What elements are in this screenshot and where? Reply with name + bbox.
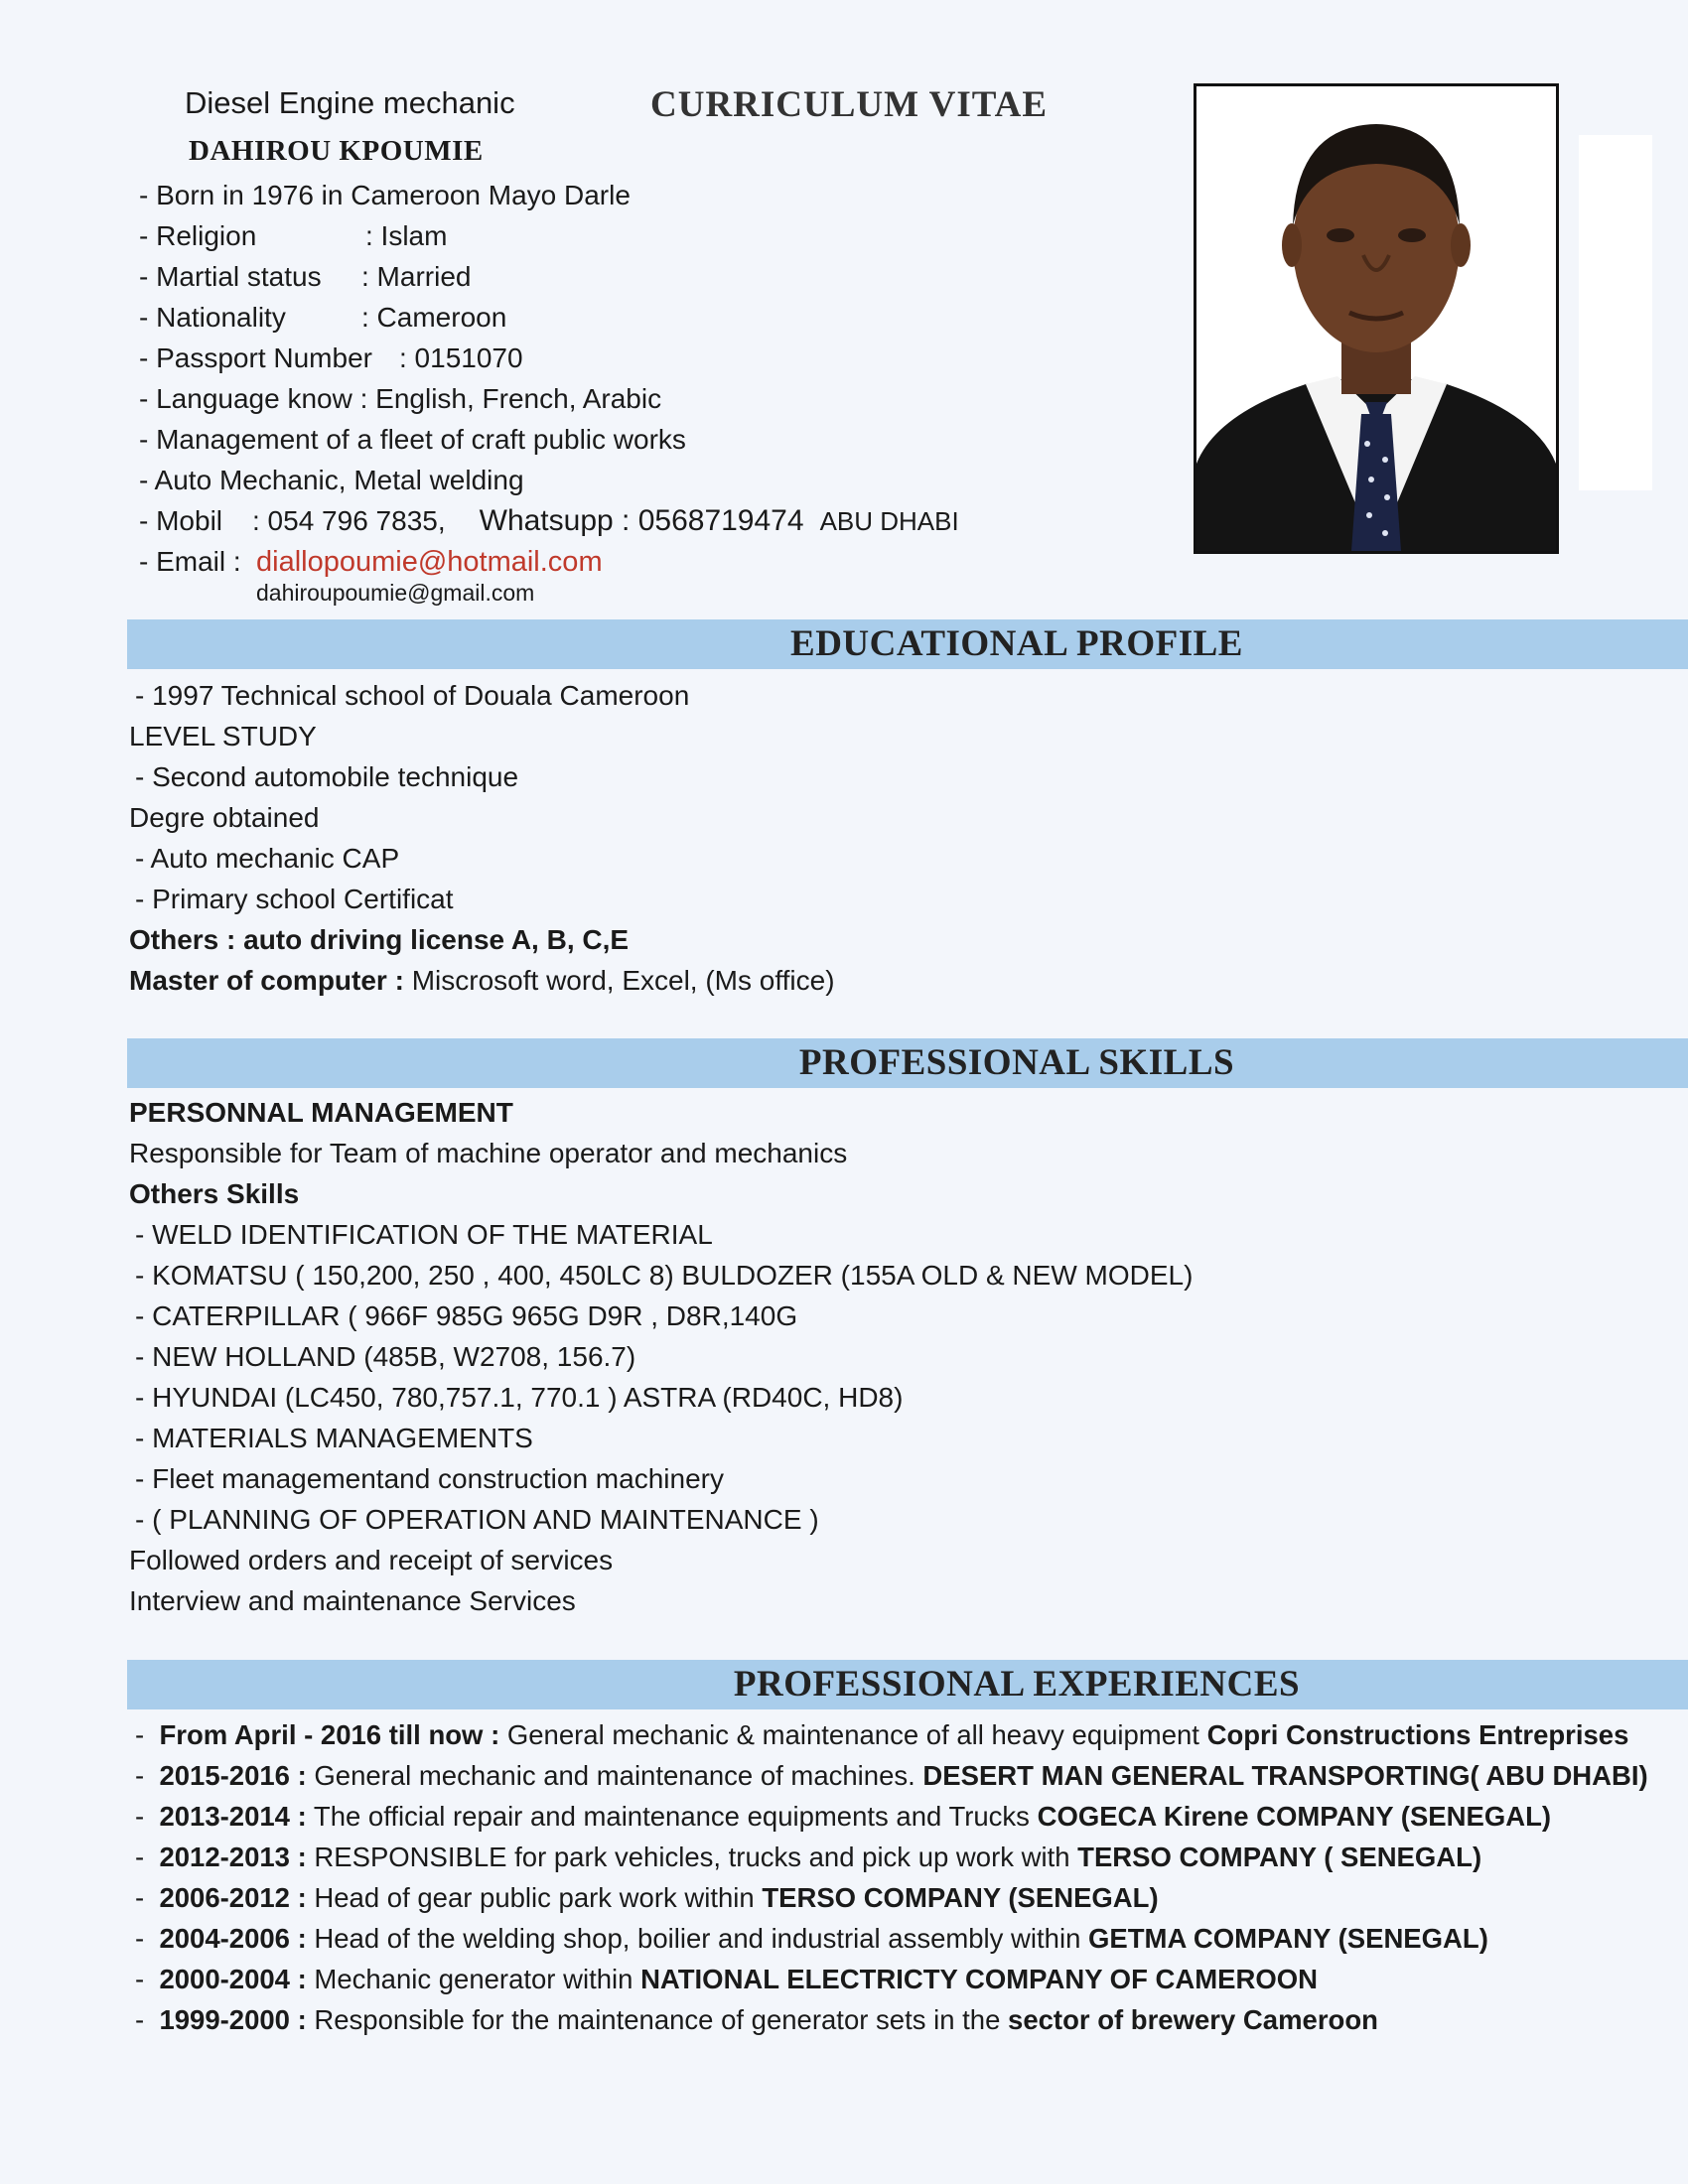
followed-orders: Followed orders and receipt of services <box>129 1545 614 1575</box>
interview-services: Interview and maintenance Services <box>129 1585 576 1616</box>
experience-item: - 2004-2006 : Head of the welding shop, boilier and industrial assembly within GETMA COMPANY (SENEGAL) <box>135 1923 1488 1954</box>
skill-item: - WELD IDENTIFICATION OF THE MATERIAL <box>135 1219 713 1250</box>
email-primary-link[interactable]: diallopoumie@hotmail.com <box>256 546 603 578</box>
responsible-line: Responsible for Team of machine operator and mechanics <box>129 1138 848 1168</box>
languages: - Language know : English, French, Arabic <box>139 383 662 414</box>
experience-org: NATIONAL ELECTRICTY COMPANY OF CAMEROON <box>640 1964 1318 1994</box>
experience-desc: General mechanic and maintenance of machines. <box>306 1760 923 1791</box>
level-heading: LEVEL STUDY <box>129 721 317 751</box>
skill-item: - KOMATSU ( 150,200, 250 , 400, 450LC 8) BULDOZER (155A OLD & NEW MODEL) <box>135 1260 1194 1291</box>
experience-period: 2000-2004 : <box>159 1964 307 1994</box>
experience-item: - 1999-2000 : Responsible for the maintenance of generator sets in the sector of brewery Cameroon <box>135 2004 1378 2035</box>
skills-title: PROFESSIONAL SKILLS <box>798 1042 1235 1083</box>
email-secondary-link[interactable]: dahiroupoumie@gmail.com <box>256 580 535 606</box>
marital-label: - Martial status <box>139 261 322 292</box>
experience-period: 2013-2014 : <box>159 1801 307 1832</box>
education-section <box>129 675 835 1001</box>
degree-cap: - Auto mechanic CAP <box>135 843 400 874</box>
skills-section <box>129 1092 1193 1621</box>
experience-period: 1999-2000 : <box>159 2004 307 2035</box>
contact-row <box>139 500 959 541</box>
experience-item: - From April - 2016 till now : General mechanic & maintenance of all heavy equipment Copri Constructions Entreprises <box>135 1719 1629 1750</box>
email-label: - Email : <box>139 546 241 577</box>
experience-org: DESERT MAN GENERAL TRANSPORTING( ABU DHABI) <box>922 1760 1648 1791</box>
nationality-label: - Nationality <box>139 302 286 333</box>
passport-row <box>139 338 959 378</box>
experience-banner <box>127 1660 1688 1709</box>
experience-section <box>129 1714 1648 2040</box>
experience-org: TERSO COMPANY (SENEGAL) <box>762 1882 1159 1913</box>
skill-item: - CATERPILLAR ( 966F 985G 965G D9R , D8R,140G <box>135 1300 798 1331</box>
experience-desc: Head of gear public park work within <box>306 1882 763 1913</box>
whatsapp-value: Whatsupp : 0568719474 <box>479 504 804 537</box>
others-heading: Others Skills <box>129 1178 300 1209</box>
experience-desc: Head of the welding shop, boilier and industrial assembly within <box>306 1923 1089 1954</box>
degree-primary: - Primary school Certificat <box>135 884 454 914</box>
skill-item: - ( PLANNING OF OPERATION AND MAINTENANCE ) <box>135 1504 819 1535</box>
degree-heading: Degre obtained <box>129 802 320 833</box>
document-title: CURRICULUM VITAE <box>650 84 1049 125</box>
skills-banner <box>127 1038 1688 1088</box>
computer-label: Master of computer : <box>129 965 404 996</box>
experience-org: TERSO COMPANY ( SENEGAL) <box>1077 1842 1482 1872</box>
experience-item: - 2015-2016 : General mechanic and maintenance of machines. DESERT MAN GENERAL TRANSPORTING( ABU DHABI) <box>135 1760 1648 1791</box>
auto-mechanic: - Auto Mechanic, Metal welding <box>139 465 524 495</box>
skill-item: - HYUNDAI (LC450, 780,757.1, 770.1 ) ASTRA (RD40C, HD8) <box>135 1382 904 1413</box>
skill-item: - MATERIALS MANAGEMENTS <box>135 1423 533 1453</box>
education-banner <box>127 619 1688 669</box>
experience-period: 2015-2016 : <box>159 1760 307 1791</box>
school: - 1997 Technical school of Douala Cameroon <box>135 680 690 711</box>
personal-details <box>139 175 959 582</box>
driving-license: Others : auto driving license A, B, C,E <box>129 924 630 955</box>
experience-org: Copri Constructions Entreprises <box>1206 1719 1629 1750</box>
experience-item: - 2013-2014 : The official repair and maintenance equipments and Trucks COGECA Kirene COMPANY (SENEGAL) <box>135 1801 1552 1832</box>
photo-backdrop <box>1579 135 1652 490</box>
fleet-management: - Management of a fleet of craft public works <box>139 424 686 455</box>
religion-label: - Religion <box>139 220 257 251</box>
skill-item: - NEW HOLLAND (485B, W2708, 156.7) <box>135 1341 636 1372</box>
experience-period: 2004-2006 : <box>159 1923 307 1954</box>
job-role: Diesel Engine mechanic <box>185 85 515 120</box>
experience-title: PROFESSIONAL EXPERIENCES <box>733 1664 1301 1705</box>
personnal-heading: PERSONNAL MANAGEMENT <box>129 1097 513 1128</box>
experience-desc: General mechanic & maintenance of all heavy equipment <box>499 1719 1207 1750</box>
nationality-value: : Cameroon <box>361 302 507 333</box>
experience-item: - 2000-2004 : Mechanic generator within NATIONAL ELECTRICTY COMPANY OF CAMEROON <box>135 1964 1318 1994</box>
mobile-value: : 054 796 7835, <box>252 505 446 536</box>
candidate-name: DAHIROU KPOUMIE <box>189 135 484 167</box>
computer-row <box>129 960 835 1001</box>
city: ABU DHABI <box>819 506 959 536</box>
nationality-row <box>139 297 959 338</box>
experience-desc: The official repair and maintenance equipments and Trucks <box>306 1801 1038 1832</box>
experience-item: - 2006-2012 : Head of gear public park work within TERSO COMPANY (SENEGAL) <box>135 1882 1159 1913</box>
experience-org: sector of brewery Cameroon <box>1008 2004 1378 2035</box>
portrait-illustration <box>1196 86 1556 551</box>
passport-value: : 0151070 <box>399 342 523 373</box>
computer-value: Miscrosoft word, Excel, (Ms office) <box>411 965 835 996</box>
experience-desc: RESPONSIBLE for park vehicles, trucks and pick up work with <box>306 1842 1078 1872</box>
birth-info: - Born in 1976 in Cameroon Mayo Darle <box>139 180 631 210</box>
experience-org: COGECA Kirene COMPANY (SENEGAL) <box>1037 1801 1552 1832</box>
experience-org: GETMA COMPANY (SENEGAL) <box>1088 1923 1488 1954</box>
portrait-photo <box>1194 83 1559 554</box>
experience-desc: Mechanic generator within <box>306 1964 641 1994</box>
religion-row <box>139 215 959 256</box>
experience-desc: Responsible for the maintenance of generator sets in the <box>306 2004 1009 2035</box>
religion-value: : Islam <box>365 220 448 251</box>
experience-item: - 2012-2013 : RESPONSIBLE for park vehicles, trucks and pick up work with TERSO COMPANY ( SENEGAL) <box>135 1842 1482 1872</box>
passport-label: - Passport Number <box>139 342 372 373</box>
marital-row <box>139 256 959 297</box>
skill-item: - Fleet managementand construction machinery <box>135 1463 724 1494</box>
email-row <box>139 541 959 582</box>
experience-period: 2012-2013 : <box>159 1842 307 1872</box>
marital-value: : Married <box>361 261 472 292</box>
education-title: EDUCATIONAL PROFILE <box>790 623 1243 664</box>
experience-period: 2006-2012 : <box>159 1882 307 1913</box>
mobile-label: - Mobil <box>139 505 223 536</box>
experience-period: From April - 2016 till now : <box>159 1719 500 1750</box>
level-study: - Second automobile technique <box>135 761 519 792</box>
